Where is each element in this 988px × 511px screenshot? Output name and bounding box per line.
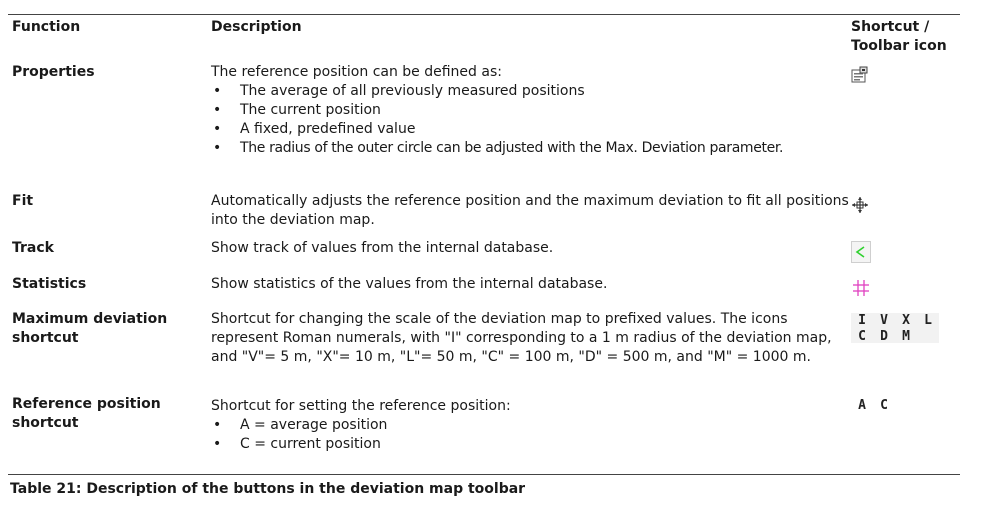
row-function-max-deviation: Maximum deviation shortcut bbox=[12, 311, 168, 346]
roman-c-button[interactable]: C bbox=[858, 329, 866, 344]
header-description: Description bbox=[211, 19, 302, 35]
row-description-track: Show track of values from the internal database. bbox=[211, 240, 554, 256]
roman-i-button[interactable]: I bbox=[858, 313, 866, 328]
row-function-fit: Fit bbox=[12, 193, 34, 209]
row-function-properties: Properties bbox=[12, 64, 95, 80]
roman-d-button[interactable]: D bbox=[880, 329, 888, 344]
max-deviation-buttons bbox=[851, 313, 939, 343]
fit-icon bbox=[851, 196, 869, 218]
table-bottom-rule bbox=[8, 474, 960, 475]
row-description-properties: The reference position can be defined as: • The average of all previously measured positions • The current position • A fixed, predefined value • The radius of the outer circle can be adjusted with the Max. Deviation parameter. bbox=[211, 63, 851, 158]
roman-m-button[interactable]: M bbox=[902, 329, 910, 344]
row-description-reference-position: Shortcut for setting the reference position: • A = average position • C = current position bbox=[211, 397, 851, 454]
average-position-button[interactable]: A bbox=[858, 398, 866, 413]
row-function-statistics: Statistics bbox=[12, 276, 87, 292]
reference-position-buttons bbox=[851, 398, 895, 414]
track-icon bbox=[851, 241, 871, 267]
row-function-reference-position: Reference position shortcut bbox=[12, 396, 161, 431]
current-position-button[interactable]: C bbox=[880, 398, 888, 413]
table-top-rule bbox=[8, 14, 960, 15]
list-item: • A = average position bbox=[211, 416, 851, 435]
row-description-statistics: Show statistics of the values from the internal database. bbox=[211, 276, 608, 292]
header-shortcut: Shortcut / Toolbar icon bbox=[851, 19, 947, 54]
list-item: • The current position bbox=[211, 101, 851, 120]
list-item: • The radius of the outer circle can be adjusted with the Max. Deviation parameter. bbox=[211, 139, 851, 158]
statistics-icon bbox=[851, 278, 871, 302]
header-function: Function bbox=[12, 19, 81, 35]
roman-x-button[interactable]: X bbox=[902, 313, 910, 328]
list-item: • The average of all previously measured positions bbox=[211, 82, 851, 101]
table-caption: Table 21: Description of the buttons in the deviation map toolbar bbox=[10, 481, 526, 497]
list-item: • A fixed, predefined value bbox=[211, 120, 851, 139]
row-description-fit: Automatically adjusts the reference position and the maximum deviation to fit all positions into the deviation map. bbox=[211, 193, 849, 228]
roman-l-button[interactable]: L bbox=[924, 313, 932, 328]
row-function-track: Track bbox=[12, 240, 54, 256]
properties-icon bbox=[851, 66, 869, 87]
list-item: • C = current position bbox=[211, 435, 851, 454]
row-description-max-deviation: Shortcut for changing the scale of the deviation map to prefixed values. The icons represent Roman numerals, with "I" corresponding to a 1 m radius of the deviation map, and "V"= 5 m, "X"= 10 m, "L"= 50 m, "C" = 100 m, "D" = 500 m, and "M" = 1000 m. bbox=[211, 311, 832, 365]
roman-v-button[interactable]: V bbox=[880, 313, 888, 328]
